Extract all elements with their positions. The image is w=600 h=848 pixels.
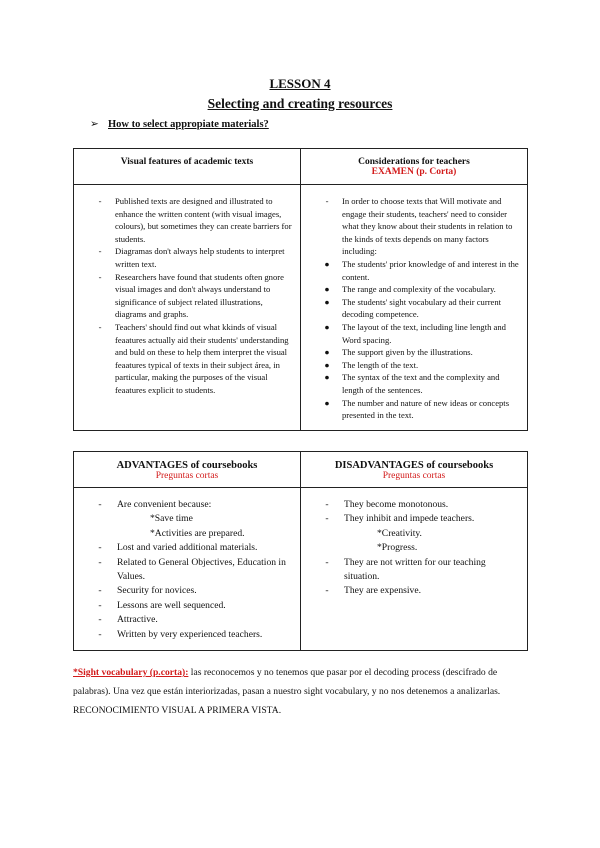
sight-vocabulary-note: [73, 663, 533, 720]
list-item: [74, 271, 292, 321]
list-item-text: *Activities are prepared.: [150, 527, 245, 539]
list-item-text: Written by very experienced teachers.: [117, 628, 263, 640]
list-item: [301, 283, 519, 296]
list-item: [301, 512, 519, 526]
dash-marker: -: [98, 271, 102, 282]
advantages-header-text: ADVANTAGES of coursebooks: [116, 460, 258, 471]
exam-note: EXAMEN (p. Corta): [371, 167, 457, 177]
section-title: Selecting and creating resources: [207, 96, 393, 111]
list-item-text: Security for novices.: [117, 585, 197, 597]
dash-marker: -: [98, 628, 102, 640]
list-item: [74, 599, 292, 613]
list-item-text: Related to General Objectives, Education in Values.: [117, 556, 286, 583]
subheading: [90, 118, 269, 130]
list-item: [74, 556, 292, 585]
advantages-cell: [74, 488, 301, 651]
list-item-text: The support given by the illustrations.: [342, 347, 473, 358]
advantages-list: [74, 488, 300, 650]
disadvantages-cell: [301, 488, 528, 651]
list-item: [301, 556, 519, 585]
list-item-text: The length of the text.: [342, 359, 419, 370]
list-item: [301, 397, 519, 422]
list-item: [301, 371, 519, 396]
list-item-text: Researchers have found that students often gnore visual images and don't always understand to significance of subject related illustrations, diagrams and graphs.: [115, 271, 284, 320]
list-item: [74, 541, 292, 555]
dash-marker: -: [325, 585, 329, 597]
list-item-text: *Save time: [150, 513, 193, 525]
dash-marker: -: [98, 246, 102, 257]
list-item-text: The students' prior knowledge of and interest in the content.: [342, 258, 519, 282]
list-item: [74, 527, 292, 541]
sight-vocabulary-text: las reconocemos y no tenemos que pasar por el decoding process (descifrado de palabras). Una vez que están interiorizadas, pasan a nuestro sight vocabulary, y no nos detenemos a analizarlas. RECONOCIMIENTO VISUAL A PRIMERA VISTA.: [73, 667, 501, 716]
considerations-header: [301, 149, 528, 185]
list-item-text: Attractive.: [117, 614, 158, 626]
list-item: [301, 346, 519, 359]
list-item-text: The layout of the text, including line length and Word spacing.: [342, 321, 506, 345]
list-item-text: Published texts are designed and illustrated to enhance the written content (with visual images, colours), but sometimes they can create barriers for students.: [115, 196, 292, 244]
list-item: [301, 541, 519, 555]
coursebooks-table: [73, 451, 528, 651]
dash-marker: -: [98, 321, 102, 332]
list-item: [74, 613, 292, 627]
list-item: [301, 195, 519, 258]
considerations-list: [301, 185, 527, 430]
list-item-text: They are expensive.: [344, 585, 421, 597]
disadvantages-list: [301, 488, 527, 607]
list-item-text: The number and nature of new ideas or concepts presented in the text.: [342, 397, 510, 421]
list-item: [301, 498, 519, 512]
list-item-text: In order to choose texts that Will motivate and engage their students, teachers' need to consider what they know about their students in relation to the kinds of texts depends on many factors including:: [342, 196, 513, 257]
list-item: [74, 245, 292, 270]
list-item: [74, 512, 292, 526]
bullet-dot-icon: ●: [324, 284, 330, 295]
disadvantages-header: [301, 452, 528, 488]
list-item-text: Lessons are well sequenced.: [117, 599, 226, 611]
disadvantages-note: Preguntas cortas: [382, 471, 446, 481]
list-item-text: *Creativity.: [377, 527, 422, 539]
list-item: [301, 258, 519, 283]
dash-marker: -: [98, 585, 102, 597]
bullet-dot-icon: ●: [324, 321, 330, 332]
list-item-text: Diagramas don't always help students to interpret written text.: [115, 246, 285, 269]
visual-features-table: [73, 148, 528, 431]
visual-features-header: [74, 149, 301, 185]
list-item-text: *Progress.: [377, 542, 418, 554]
lesson-title: LESSON 4: [269, 76, 331, 91]
dash-marker: -: [325, 499, 329, 510]
dash-marker: -: [98, 542, 102, 554]
list-item: [74, 195, 292, 245]
list-item-text: The students' sight vocabulary ad their current decoding competence.: [342, 296, 502, 320]
list-item-text: They inhibit and impede teachers.: [344, 513, 475, 525]
list-item-text: They are not written for our teaching situation.: [344, 556, 486, 583]
advantages-header: [74, 452, 301, 488]
visual-features-cell: [74, 185, 301, 431]
list-item-text: Teachers' should find out what kkinds of visual feaatures actually aid their students' understanding and buld on these to help them interpret the visual feaatures typical of texts in their subject área, in particular, making the purposes of the visual feaatures explicit to students.: [115, 321, 289, 395]
advantages-note: Preguntas cortas: [155, 471, 219, 481]
considerations-header-text: Considerations for teachers: [358, 157, 470, 167]
list-item: [301, 296, 519, 321]
list-item-text: They become monotonous.: [344, 499, 449, 510]
disadvantages-header-text: DISADVANTAGES of coursebooks: [334, 460, 494, 471]
list-item-text: Lost and varied additional materials.: [117, 542, 258, 554]
dash-marker: -: [325, 513, 329, 525]
visual-features-header-text: Visual features of academic texts: [120, 157, 254, 167]
arrow-bullet-icon: ➢: [90, 119, 99, 130]
bullet-dot-icon: ●: [324, 359, 330, 370]
list-item-text: The syntax of the text and the complexity and length of the sentences.: [342, 372, 500, 395]
dash-marker: -: [325, 556, 329, 568]
dash-marker: -: [98, 599, 102, 611]
list-item: [301, 321, 519, 346]
list-item-text: Are convenient because:: [117, 499, 212, 510]
bullet-dot-icon: ●: [324, 296, 330, 307]
dash-marker: -: [98, 499, 102, 510]
bullet-dot-icon: ●: [324, 372, 330, 383]
dash-marker: -: [98, 556, 102, 568]
dash-marker: -: [98, 614, 102, 626]
bullet-dot-icon: ●: [324, 347, 330, 358]
list-item: [74, 321, 292, 397]
visual-features-list: [74, 185, 300, 405]
list-item: [301, 527, 519, 541]
bullet-dot-icon: ●: [324, 397, 330, 408]
considerations-cell: [301, 185, 528, 431]
sight-vocabulary-label: *Sight vocabulary (p.corta):: [73, 667, 189, 678]
list-item: [74, 498, 292, 512]
list-item-text: The range and complexity of the vocabulary.: [342, 284, 496, 295]
list-item: [74, 628, 292, 642]
bullet-dot-icon: ●: [324, 258, 330, 269]
subheading-text: How to select appropiate materials?: [108, 119, 269, 130]
dash-marker: -: [325, 196, 329, 206]
dash-marker: -: [98, 196, 102, 206]
list-item: [74, 584, 292, 598]
list-item: [301, 584, 519, 598]
list-item: [301, 359, 519, 372]
